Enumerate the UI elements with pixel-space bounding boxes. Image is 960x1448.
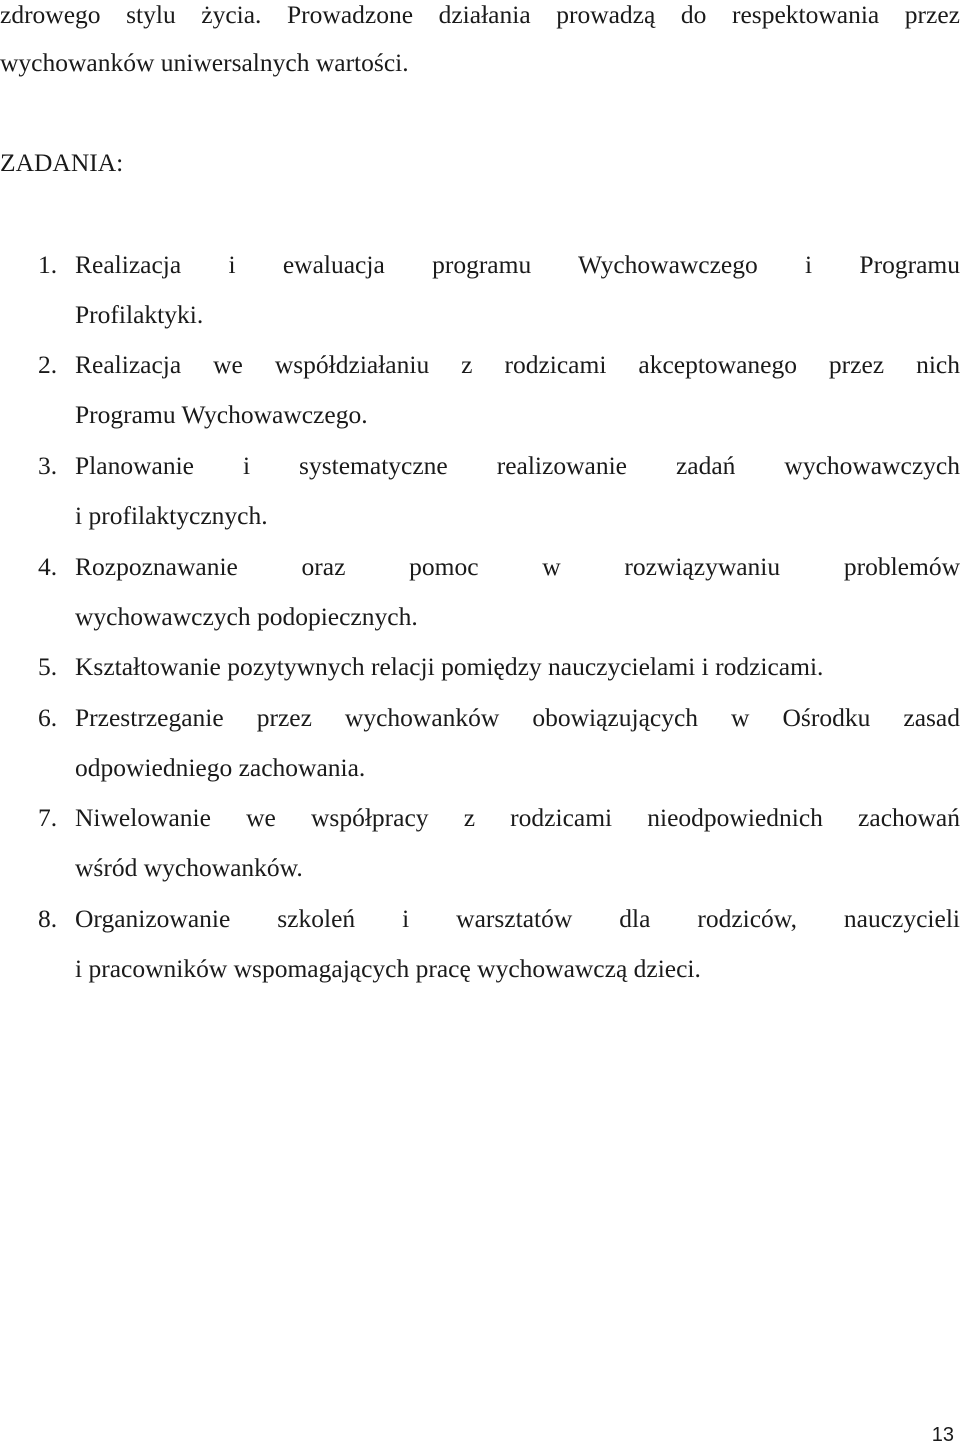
task-text-line-1: Kształtowanie pozytywnych relacji pomiędzy nauczycielami i rodzicami. (75, 652, 824, 681)
task-text-line-2: Programu Wychowawczego. (75, 400, 368, 429)
task-text-line-2: Profilaktyki. (75, 300, 204, 329)
page-number: 13 (931, 1424, 954, 1446)
intro-line-2: wychowanków uniwersalnych wartości. (0, 48, 409, 77)
task-text-line-1: Niwelowanie we współpracy z rodzicami nieodpowiednich zachowań (75, 803, 960, 832)
task-text-line-1: Realizacja i ewaluacja programu Wychowawczego i Programu (75, 250, 960, 279)
intro-line-1: zdrowego stylu życia. Prowadzone działania prowadzą do respektowania przez (0, 0, 960, 29)
task-text-line-1: Realizacja we współdziałaniu z rodzicami akceptowanego przez nich (75, 350, 960, 379)
task-text-line-2: wychowawczych podopiecznych. (75, 602, 418, 631)
task-text-line-1: Planowanie i systematyczne realizowanie zadań wychowawczych (75, 451, 960, 480)
task-text-line-1: Organizowanie szkoleń i warsztatów dla rodziców, nauczycieli (75, 904, 960, 933)
task-number: 2. (38, 350, 58, 379)
task-text-line-2: odpowiedniego zachowania. (75, 753, 366, 782)
task-text-line-1: Przestrzeganie przez wychowanków obowiązujących w Ośrodku zasad (75, 703, 960, 732)
task-text-line-2: wśród wychowanków. (75, 853, 303, 882)
task-text-line-2: i profilaktycznych. (75, 501, 268, 530)
task-number: 8. (38, 904, 58, 933)
task-text-line-2: i pracowników wspomagających pracę wychowawczą dzieci. (75, 954, 701, 983)
task-number: 5. (38, 652, 58, 681)
task-number: 7. (38, 803, 58, 832)
task-number: 4. (38, 552, 58, 581)
task-number: 1. (38, 250, 58, 279)
task-text-line-1: Rozpoznawanie oraz pomoc w rozwiązywaniu problemów (75, 552, 960, 581)
task-number: 6. (38, 703, 58, 732)
task-number: 3. (38, 451, 58, 480)
section-heading: ZADANIA: (0, 148, 124, 177)
